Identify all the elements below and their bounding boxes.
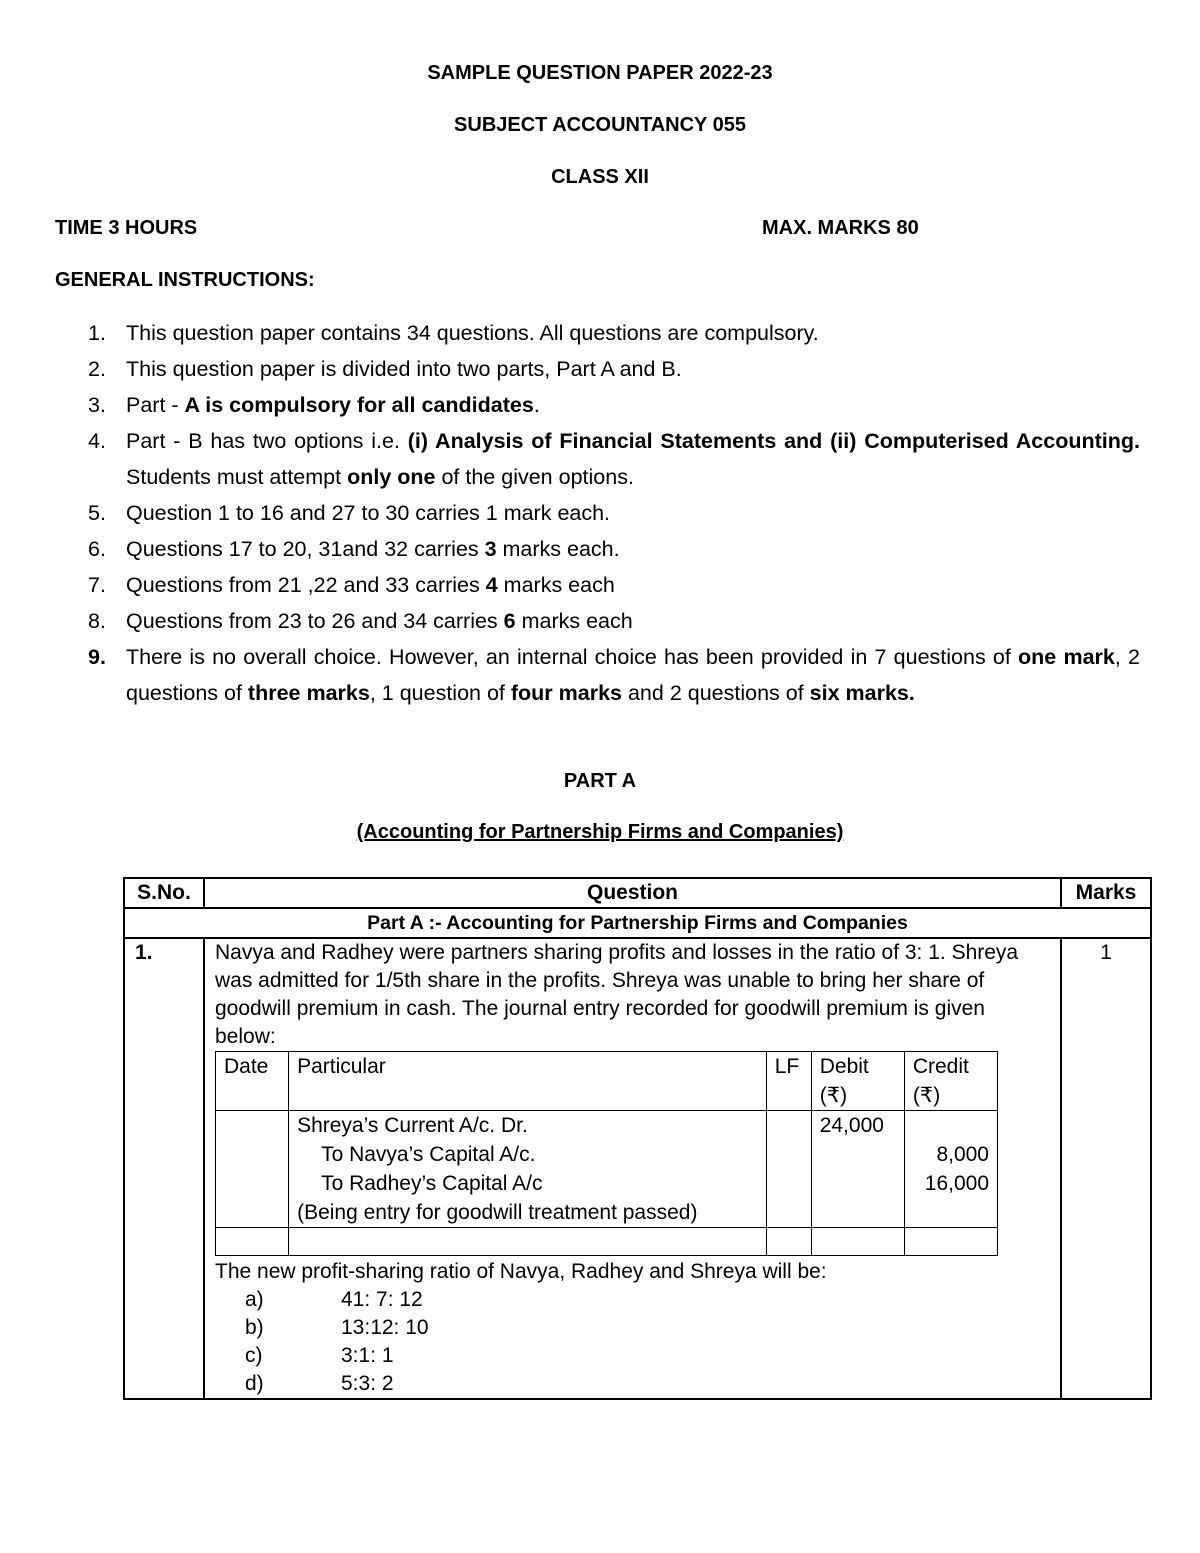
part-a-title: PART A [563,770,637,792]
instruction-text-run: of the given options. [435,465,634,489]
journal-header-particular: Particular [289,1052,767,1111]
instruction-text-run: 3 [484,537,497,561]
header-sno: S.No. [124,878,204,908]
instruction-text-run: three marks [247,681,370,705]
instruction-text [126,495,1140,531]
instruction-text-run: four marks [510,681,622,705]
journal-empty-row [216,1228,998,1256]
instruction-item [80,567,1140,603]
instruction-text-run: , 1 question of [369,681,511,705]
instruction-item [80,495,1140,531]
debit-unit: (₹) [819,1084,848,1107]
section-row [124,908,1151,938]
credit-unit: (₹) [912,1084,941,1107]
journal-debit-cell [811,1111,904,1228]
table-row [124,938,1151,1399]
journal-header-row [216,1052,998,1111]
journal-debit-amount: 24,000 [819,1114,884,1137]
instruction-text-run: This question paper is divided into two parts, Part A and B. [126,357,682,381]
journal-header-debit [811,1052,904,1111]
instruction-text-run: . [533,393,540,417]
option-c-text: 3:1: 1 [341,1344,394,1367]
debit-label: Debit [819,1055,869,1078]
journal-header-lf: LF [766,1052,811,1111]
instruction-text-run: Part - B has two options i.e. [126,429,408,453]
instruction-item [80,387,1140,423]
question-stem: Navya and Radhey were partners sharing profits and losses in the ratio of 3: 1. Shreya was admitted for 1/5th share in the profits. Shreya was unable to bring her share of goodwill premium in cash. The journal entry recorded for goodwill premium is given below: [215,941,1019,1048]
instruction-text-run: and 2 questions of [622,681,810,705]
journal-line-credit-navya: To Navya’s Capital A/c. [321,1143,536,1166]
instruction-text-run: Students must attempt [126,465,348,489]
instruction-number: 4. [88,429,106,453]
instruction-text-run: Questions 17 to 20, 31and 32 carries [126,537,485,561]
instruction-text [126,639,1140,711]
question-number: 1. [124,938,204,1399]
journal-credit-cell [904,1111,997,1228]
class-line: CLASS XII [551,166,649,188]
credit-label: Credit [912,1055,969,1078]
instruction-item [80,351,1140,387]
option-d-text: 5:3: 2 [341,1372,394,1395]
max-marks-line: MAX. MARKS 80 [762,217,919,239]
journal-line-debit-account: Shreya’s Current A/c. Dr. [297,1114,528,1137]
list-item [215,1370,1050,1398]
list-item [215,1314,1050,1342]
instruction-text-run: Part - [126,393,185,417]
instruction-number: 1. [88,321,106,345]
journal-credit-amount-navya: 8,000 [936,1143,989,1166]
instruction-item [80,603,1140,639]
instruction-text-run: marks each [515,609,633,633]
journal-narration: (Being entry for goodwill treatment passed) [297,1201,698,1224]
list-item [215,1342,1050,1370]
journal-entry-table [215,1051,998,1256]
journal-header-credit [904,1052,997,1111]
time-line: TIME 3 HOURS [55,217,198,239]
paper-title: SAMPLE QUESTION PAPER 2022-23 [427,62,773,84]
journal-entry-row [216,1111,998,1228]
instruction-number: 3. [88,393,106,417]
instruction-item [80,315,1140,351]
instruction-text-run: only one [347,465,436,489]
instruction-number: 7. [88,573,106,597]
question-marks: 1 [1061,938,1151,1399]
instruction-number: 8. [88,609,106,633]
instruction-item [80,423,1140,495]
instruction-number: 2. [88,357,106,381]
journal-credit-amount-radhey: 16,000 [924,1172,989,1195]
instructions-heading: GENERAL INSTRUCTIONS: [55,269,315,291]
instruction-text-run: Question 1 to 16 and 27 to 30 carries 1 mark each. [126,501,611,525]
question-cell [204,938,1061,1399]
subject-line: SUBJECT ACCOUNTANCY 055 [454,114,746,136]
instruction-text [126,603,1140,639]
instruction-text [126,531,1140,567]
instruction-text-run: marks each [497,573,615,597]
instruction-text [126,351,1140,387]
option-a-label: a) [245,1288,264,1311]
instruction-text-run: six marks. [809,681,915,705]
header-marks: Marks [1061,878,1151,908]
part-a-subtitle: (Accounting for Partnership Firms and Companies) [356,821,844,843]
list-item [215,1286,1050,1314]
table-header-row [124,878,1151,908]
instruction-text-run: Questions from 21 ,22 and 33 carries [126,573,486,597]
instruction-number: 9. [88,645,106,669]
instruction-text [126,315,1140,351]
section-label: Part A :- Accounting for Partnership Firms and Companies [124,908,1151,938]
option-d-label: d) [245,1372,264,1395]
options-list [215,1286,1050,1398]
instruction-text-run: one mark [1018,645,1115,669]
journal-header-date: Date [216,1052,289,1111]
instruction-text-run: This question paper contains 34 questions. All questions are compulsory. [126,321,819,345]
journal-line-credit-radhey: To Radhey’s Capital A/c [321,1172,543,1195]
instructions-list [80,315,1140,711]
instruction-text-run: A is compulsory for all candidates [184,393,534,417]
instruction-text-run: 4 [485,573,498,597]
instruction-number: 6. [88,537,106,561]
header-question: Question [204,878,1061,908]
question-table [123,877,1152,1400]
journal-particular-cell [289,1111,767,1228]
journal-lf-cell [766,1111,811,1228]
option-a-text: 41: 7: 12 [341,1288,423,1311]
instruction-item [80,639,1140,711]
instruction-text [126,387,1140,423]
instruction-text-run: Questions from 23 to 26 and 34 carries [126,609,504,633]
instruction-text-run: , 2 questions of [126,645,1140,705]
instruction-text-run: There is no overall choice. However, an internal choice has been provided in 7 questions of [126,645,1019,669]
instruction-text-run: 6 [503,609,516,633]
instruction-text-run: (i) Analysis of Financial Statements and (ii) Computerised Accounting. [407,429,1140,453]
instruction-number: 5. [88,501,106,525]
journal-date-cell [216,1111,289,1228]
instruction-text-run: marks each. [496,537,620,561]
instruction-item [80,531,1140,567]
instruction-text [126,423,1140,495]
option-b-label: b) [245,1316,264,1339]
question-text: The new profit-sharing ratio of Navya, Radhey and Shreya will be: [215,1260,827,1283]
option-b-text: 13:12: 10 [341,1316,429,1339]
option-c-label: c) [245,1344,263,1367]
instruction-text [126,567,1140,603]
